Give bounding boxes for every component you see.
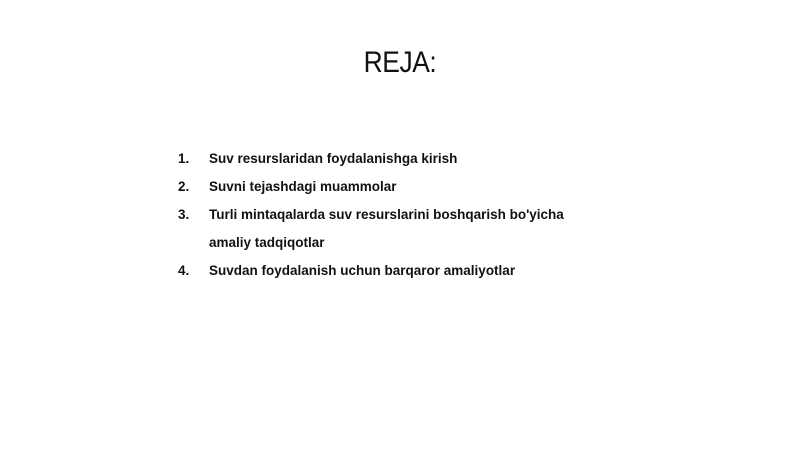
list-item-number: 1. (178, 151, 190, 166)
list-item-number: 3. (178, 207, 190, 222)
list-item-number: 2. (178, 179, 190, 194)
list-item-text: Suvdan foydalanish uchun barqaror amaliyotlar (209, 263, 516, 278)
list-item-text: Turli mintaqalarda suv resurslarini boshqarish bo'yicha amaliy tadqiqotlar (209, 207, 564, 250)
list-item-text: Suv resurslaridan foydalanishga kirish (209, 151, 458, 166)
list-item-number: 4. (178, 263, 190, 278)
list-item (178, 145, 598, 173)
plan-list (178, 145, 598, 285)
list-item (178, 173, 598, 201)
list-item-text: Suvni tejashdagi muammolar (209, 179, 397, 194)
list-item (178, 201, 598, 257)
list-item (178, 257, 598, 285)
slide-title: REJA: (363, 46, 437, 79)
